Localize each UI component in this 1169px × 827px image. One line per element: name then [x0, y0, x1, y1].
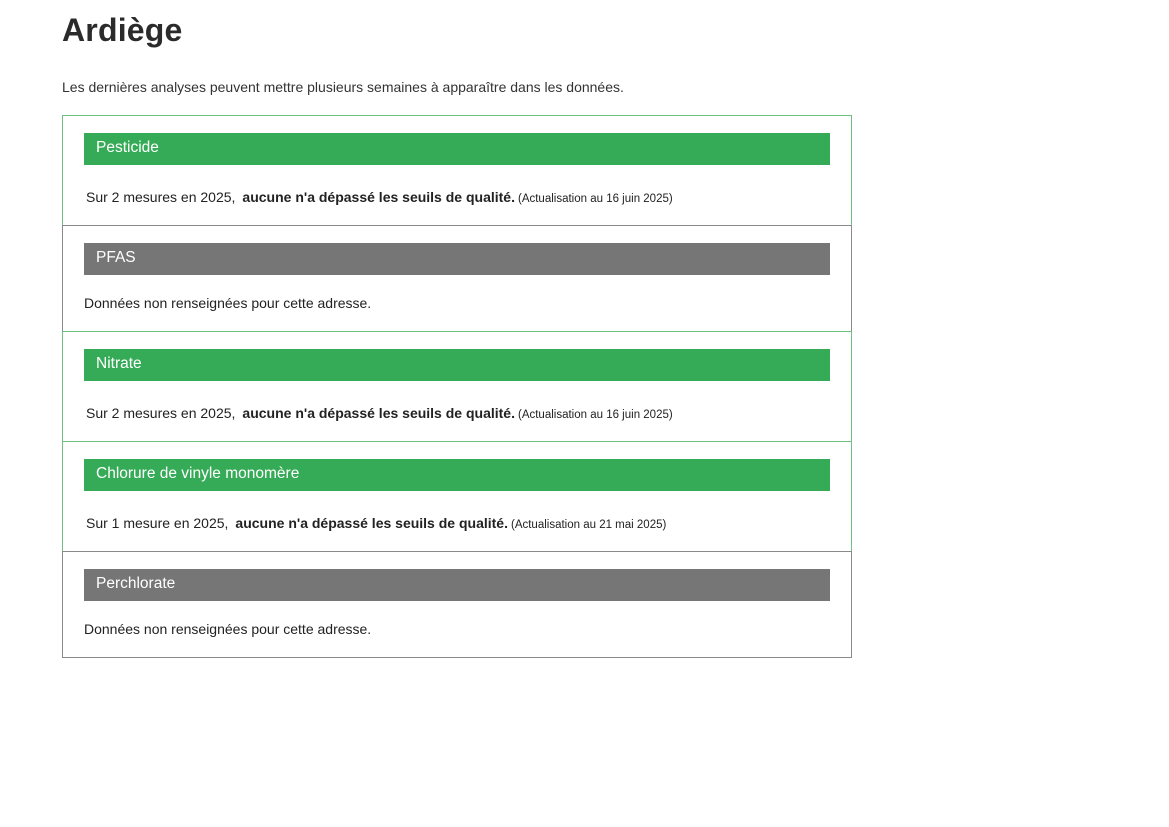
- analysis-cards: [62, 115, 852, 658]
- result-verdict: aucune n'a dépassé les seuils de qualité.: [242, 189, 515, 205]
- card-no-data-pfas: Données non renseignées pour cette adresse.: [84, 295, 372, 311]
- page-title: Ardiège: [62, 12, 183, 48]
- card-header-pfas: PFAS: [84, 243, 830, 275]
- card-result-nitrate: [86, 405, 673, 421]
- result-update-date: (Actualisation au 21 mai 2025): [510, 519, 667, 531]
- card-result-pesticide: [86, 189, 673, 205]
- card-chlorure-de-vinyle: [62, 441, 852, 552]
- card-header-nitrate: Nitrate: [84, 349, 830, 381]
- card-perchlorate: [62, 551, 852, 658]
- intro-text: Les dernières analyses peuvent mettre plusieurs semaines à apparaître dans les données.: [62, 79, 624, 95]
- card-pesticide: [62, 115, 852, 226]
- card-header-pesticide: Pesticide: [84, 133, 830, 165]
- result-update-date: (Actualisation au 16 juin 2025): [517, 193, 673, 205]
- card-header-perchlorate: Perchlorate: [84, 569, 830, 601]
- result-update-date: (Actualisation au 16 juin 2025): [517, 409, 673, 421]
- card-no-data-perchlorate: Données non renseignées pour cette adresse.: [84, 621, 372, 637]
- result-verdict: aucune n'a dépassé les seuils de qualité.: [242, 405, 515, 421]
- card-header-chlorure-de-vinyle: Chlorure de vinyle monomère: [84, 459, 830, 491]
- card-nitrate: [62, 331, 852, 442]
- result-summary: Sur 2 mesures en 2025,: [86, 189, 236, 205]
- result-verdict: aucune n'a dépassé les seuils de qualité.: [235, 515, 508, 531]
- result-summary: Sur 2 mesures en 2025,: [86, 405, 236, 421]
- card-result-chlorure-de-vinyle: [86, 515, 666, 531]
- result-summary: Sur 1 mesure en 2025,: [86, 515, 229, 531]
- card-pfas: [62, 225, 852, 332]
